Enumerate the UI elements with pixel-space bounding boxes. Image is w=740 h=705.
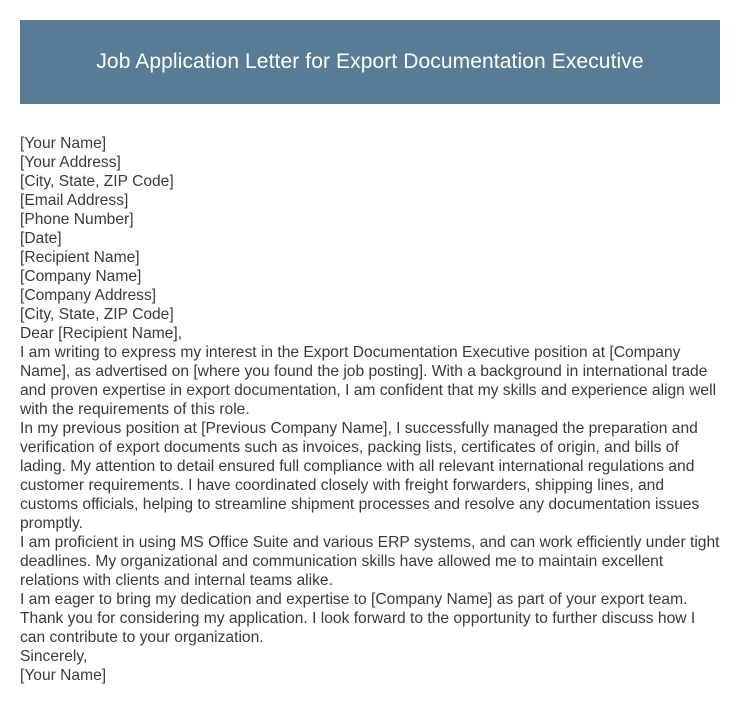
paragraph-experience: In my previous position at [Previous Company Name], I successfully managed the preparation and verification of export documents such as invoices, packing lists, certificates of origin, and bills of lading. My attention to detail ensured full compliance with all relevant international regulations and customer requirements. I have coordinated closely with freight forwarders, shipping lines, and customs officials, helping to streamline shipment processes and resolve any documentation issues promptly.: [20, 420, 700, 532]
paragraph-intro: I am writing to express my interest in the Export Documentation Executive position at [Company Name], as advertised on [where you found the job posting]. With a background in international trade and proven expertise in export documentation, I am confident that my skills and experience align well with the requirements of this role.: [20, 344, 717, 418]
sender-address: [Your Address]: [20, 154, 121, 171]
salutation: Dear [Recipient Name],: [20, 325, 183, 342]
recipient-name: [Recipient Name]: [20, 249, 140, 266]
sender-city-state-zip: [City, State, ZIP Code]: [20, 173, 174, 190]
letter-body: [20, 134, 724, 685]
letter-date: [Date]: [20, 230, 62, 247]
signature-name: [Your Name]: [20, 667, 107, 684]
recipient-company-address: [Company Address]: [20, 287, 157, 304]
sender-email: [Email Address]: [20, 192, 129, 209]
sender-name: [Your Name]: [20, 135, 107, 152]
paragraph-skills: I am proficient in using MS Office Suite and various ERP systems, and can work efficiently under tight deadlines. My organizational and communication skills have allowed me to maintain excellent relations with clients and internal teams alike.: [20, 534, 720, 589]
page-title: Job Application Letter for Export Documentation Executive: [96, 50, 644, 73]
sender-phone: [Phone Number]: [20, 211, 134, 228]
closing: Sincerely,: [20, 648, 88, 665]
paragraph-closing-remarks: I am eager to bring my dedication and expertise to [Company Name] as part of your export team. Thank you for considering my application. I look forward to the opportunity to further discuss how I can contribute to your organization.: [20, 591, 696, 646]
recipient-company: [Company Name]: [20, 268, 142, 285]
title-banner: [20, 20, 720, 104]
recipient-city-state-zip: [City, State, ZIP Code]: [20, 306, 174, 323]
